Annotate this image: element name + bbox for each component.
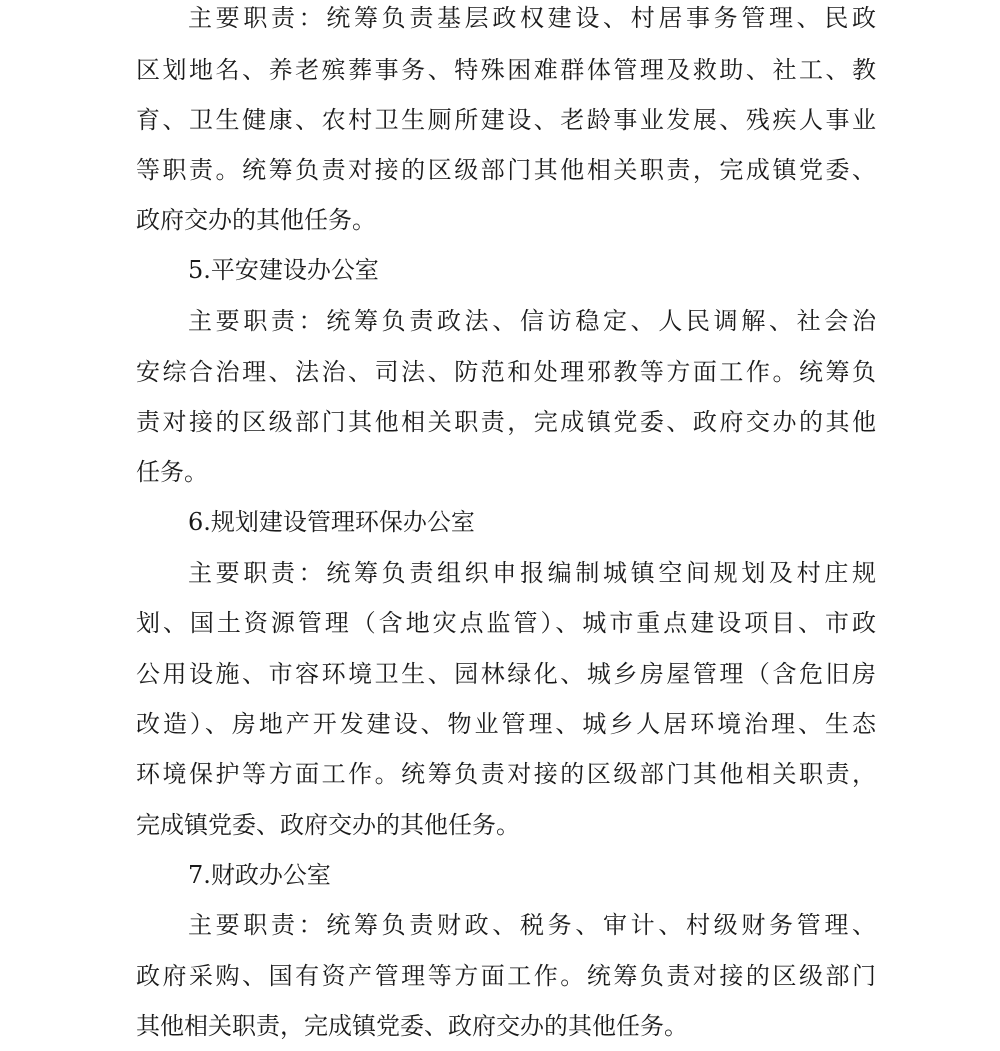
section7-heading: 7.财政办公室 <box>188 861 331 889</box>
section6-body-line-4: 改造）、房地产开发建设、物业管理、城乡人居环境治理、生态 <box>136 710 876 738</box>
section5-body-line-4: 任务。 <box>136 458 208 486</box>
section6-body-line-5: 环境保护等方面工作。统筹负责对接的区级部门其他相关职责， <box>136 760 876 788</box>
section5-heading: 5.平安建设办公室 <box>188 256 379 284</box>
section5-body-line-3: 责对接的区级部门其他相关职责，完成镇党委、政府交办的其他 <box>136 408 876 436</box>
section4-body-line-4: 等职责。统筹负责对接的区级部门其他相关职责，完成镇党委、 <box>136 156 876 184</box>
section4-body-line-2: 区划地名、养老殡葬事务、特殊困难群体管理及救助、社工、教 <box>136 56 876 84</box>
section6-heading: 6.规划建设管理环保办公室 <box>188 508 475 536</box>
section7-body-line-3: 其他相关职责，完成镇党委、政府交办的其他任务。 <box>136 1012 688 1040</box>
section4-body-line-1: 主要职责：统筹负责基层政权建设、村居事务管理、民政 <box>188 4 876 32</box>
section6-body-line-6: 完成镇党委、政府交办的其他任务。 <box>136 811 520 839</box>
section6-body-line-3: 公用设施、市容环境卫生、园林绿化、城乡房屋管理（含危旧房 <box>136 660 876 688</box>
section5-body-line-2: 安综合治理、法治、司法、防范和处理邪教等方面工作。统筹负 <box>136 358 876 386</box>
section6-body-line-2: 划、国土资源管理（含地灾点监管）、城市重点建设项目、市政 <box>136 609 876 637</box>
section6-body-line-1: 主要职责：统筹负责组织申报编制城镇空间规划及村庄规 <box>188 559 876 587</box>
section7-body-line-2: 政府采购、国有资产管理等方面工作。统筹负责对接的区级部门 <box>136 962 876 990</box>
section4-body-line-5: 政府交办的其他任务。 <box>136 206 376 234</box>
section5-body-line-1: 主要职责：统筹负责政法、信访稳定、人民调解、社会治 <box>188 307 876 335</box>
section7-body-line-1: 主要职责：统筹负责财政、税务、审计、村级财务管理、 <box>188 911 876 939</box>
section4-body-line-3: 育、卫生健康、农村卫生厕所建设、老龄事业发展、残疾人事业 <box>136 106 876 134</box>
